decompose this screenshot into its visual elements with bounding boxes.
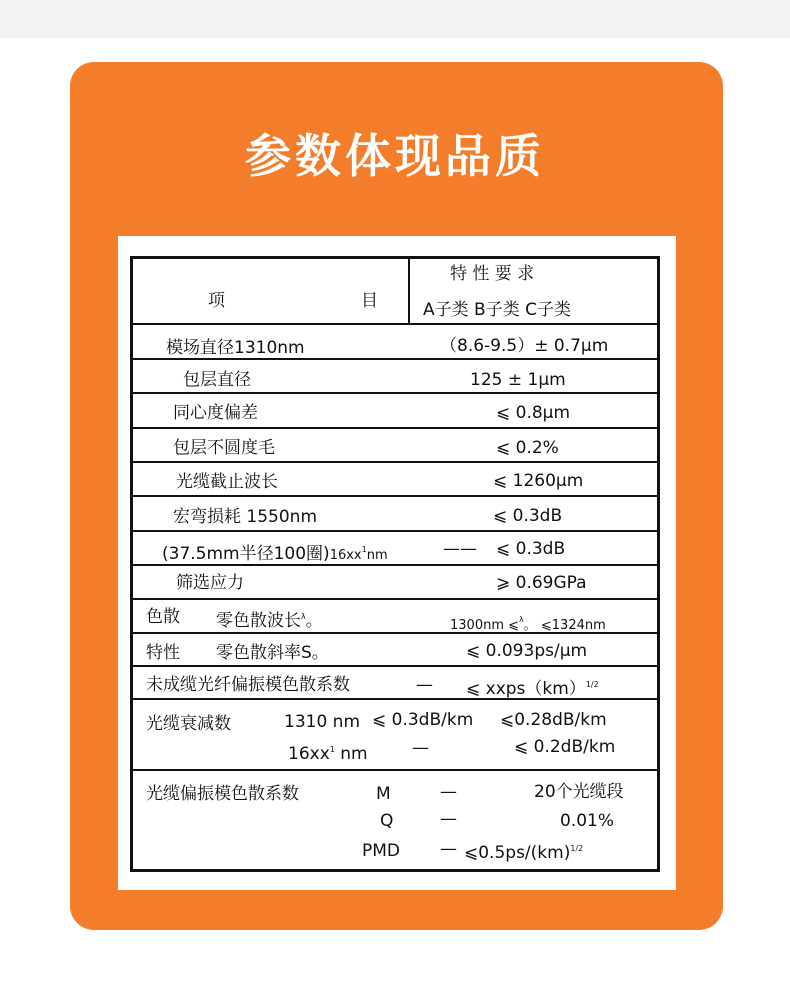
wave-unit: nm	[334, 744, 368, 764]
row-value: ⩽ 0.2%	[496, 438, 559, 458]
uncabled-pmd-label: 未成缆光纤偏振模色散系数	[146, 675, 350, 695]
top-strip	[0, 0, 790, 38]
row-divider	[133, 665, 657, 667]
row-value: ⩽ 0.093ps/μm	[466, 641, 588, 661]
cabled-pmd-pmd-value	[464, 838, 583, 864]
cabled-pmd-label: 光缆偏振模色散系数	[146, 784, 299, 804]
header-item-2: 目	[361, 291, 378, 311]
zero-dispersion-text: 零色散波长	[216, 611, 301, 631]
cabled-pmd-m-value: 20个光缆段	[534, 782, 624, 802]
attenuation-1310: 1310 nm	[284, 712, 361, 732]
zero-dispersion-wavelength	[216, 606, 323, 632]
dispersion-range	[450, 609, 606, 637]
range-end: 。 ⩽1324nm	[523, 618, 606, 633]
header-item: 项	[208, 291, 225, 311]
lambda-sup: λ	[301, 612, 306, 621]
row-label: 包层不圆度毛	[173, 438, 275, 458]
cabled-pmd-pmd-dash: —	[440, 839, 457, 859]
dispersion-label-2: 特性	[146, 643, 180, 663]
range-sup: λ	[519, 615, 524, 624]
bend-row-unit: nm	[366, 548, 388, 563]
cabled-pmd-q-dash: —	[440, 809, 457, 829]
page-title: 参数体现品质	[245, 129, 545, 183]
uncabled-pmd-value	[466, 674, 599, 700]
row-label: 筛选应力	[176, 573, 244, 593]
row-divider	[133, 530, 657, 532]
attenuation-16xx	[288, 739, 368, 765]
lambda-end: 。	[305, 611, 323, 631]
row-divider	[133, 769, 657, 771]
uncabled-pmd-sup: 1/2	[585, 680, 599, 689]
row-divider	[133, 392, 657, 394]
row-label: 光缆截止波长	[176, 472, 278, 492]
range-start: 1300nm ⩽	[450, 618, 520, 633]
dispersion-label: 色散	[146, 607, 180, 627]
row-label: 模场直径1310nm	[166, 338, 305, 358]
row-value: ⩽ 1260μm	[493, 471, 584, 491]
header-subclasses: A子类 B子类 C子类	[423, 300, 571, 320]
uncabled-pmd-text: ⩽ xxps（km）	[466, 679, 586, 699]
bend-row-text: (37.5mm半径100圈)	[162, 544, 330, 564]
cabled-pmd-pmd-label: PMD	[362, 841, 401, 861]
header-divider	[408, 259, 410, 323]
row-value: ⩽ 0.8μm	[496, 403, 571, 423]
wave-sup: 1	[329, 745, 335, 754]
cabled-pmd-m-label: M	[376, 784, 391, 804]
attenuation-1310-a: ⩽ 0.3dB/km	[372, 710, 474, 730]
row-divider	[133, 598, 657, 600]
row-label: 包层直径	[183, 370, 251, 390]
bend-row-wave: 16xx	[329, 548, 362, 563]
cabled-pmd-q-label: Q	[380, 811, 394, 831]
row-divider	[133, 495, 657, 497]
row-value: ⩽ 0.3dB	[496, 539, 566, 559]
row-value: ⩾ 0.69GPa	[496, 573, 587, 593]
row-divider	[133, 427, 657, 429]
pmd-value-sup: 1/2	[570, 844, 584, 853]
bend-row-sup: 1	[361, 545, 367, 554]
header-requirements: 特 性 要 求	[450, 264, 535, 284]
wave-16xx: 16xx	[288, 744, 330, 764]
bend-row-dash: ——	[443, 539, 477, 559]
row-value: （8.6-9.5）± 0.7μm	[440, 336, 609, 356]
attenuation-16xx-value: ⩽ 0.2dB/km	[514, 737, 616, 757]
zero-dispersion-slope: 零色散斜率S。	[216, 643, 329, 663]
row-divider	[133, 323, 657, 325]
pmd-value-text: ⩽0.5ps/(km)	[464, 843, 571, 863]
attenuation-1310-b: ⩽0.28dB/km	[500, 710, 607, 730]
row-value: ⩽ 0.3dB	[493, 506, 563, 526]
uncabled-pmd-dash: —	[416, 675, 433, 695]
row-label: 同心度偏差	[173, 403, 258, 423]
row-value: 125 ± 1μm	[470, 370, 566, 390]
cabled-pmd-m-dash: —	[440, 782, 457, 802]
cabled-pmd-q-value: 0.01%	[560, 811, 615, 831]
row-divider	[133, 461, 657, 463]
bend-row-label	[162, 539, 388, 567]
attenuation-label: 光缆衰减数	[146, 714, 231, 734]
attenuation-16xx-dash: —	[412, 738, 429, 758]
row-label: 宏弯损耗 1550nm	[173, 507, 318, 527]
